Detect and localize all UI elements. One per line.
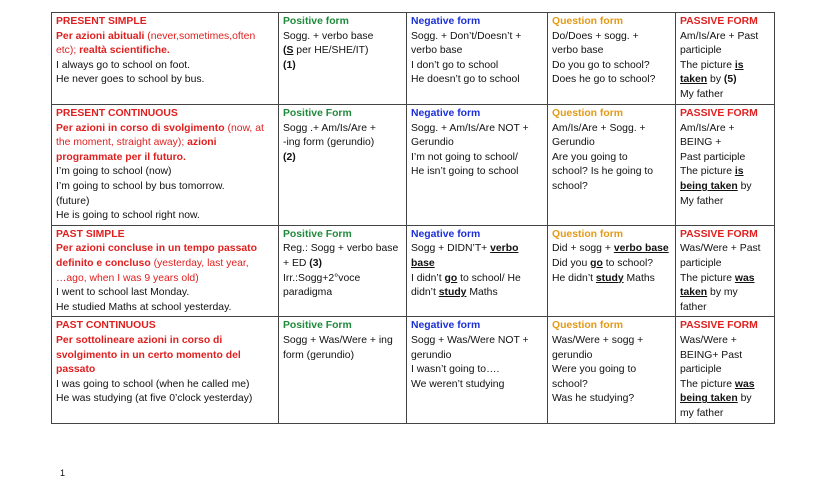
cell-line bbox=[680, 407, 770, 422]
text-run: taken bbox=[680, 74, 708, 86]
cell-line bbox=[680, 195, 770, 210]
negative-form-cell bbox=[407, 13, 548, 105]
cell-line bbox=[411, 257, 543, 272]
cell-line bbox=[552, 349, 671, 364]
text-run: by bbox=[737, 180, 752, 192]
cell-line bbox=[56, 195, 274, 210]
cell-line bbox=[283, 242, 402, 257]
cell-heading bbox=[411, 15, 543, 30]
cell-line bbox=[411, 242, 543, 257]
text-run: Do/Does + sogg. + bbox=[552, 30, 639, 42]
text-run: to school? bbox=[602, 257, 654, 269]
cell-line bbox=[411, 151, 543, 166]
text-run: gerundio bbox=[411, 349, 452, 361]
cell-heading bbox=[680, 107, 770, 122]
text-run: …ago, when I was 9 years old) bbox=[56, 272, 199, 284]
text-run: He never goes to school by bus. bbox=[56, 74, 205, 86]
cell-line bbox=[56, 44, 274, 59]
text-run: passato bbox=[56, 364, 96, 376]
text-run: go bbox=[590, 257, 603, 269]
cell-line bbox=[552, 136, 671, 151]
text-run: Sogg. + Don’t/Doesn’t + bbox=[411, 30, 522, 42]
cell-line bbox=[552, 122, 671, 137]
text-run: school? Is he going to bbox=[552, 166, 654, 178]
text-run: Irr.:Sogg+2°voce bbox=[283, 272, 361, 284]
text-run: study bbox=[595, 272, 624, 284]
cell-line bbox=[680, 242, 770, 257]
text-run: (yesterday, last year, bbox=[150, 257, 249, 269]
negative-form-cell bbox=[407, 105, 548, 226]
cell-line bbox=[680, 136, 770, 151]
cell-line bbox=[56, 180, 274, 195]
cell-line bbox=[56, 136, 274, 151]
text-run: Positive Form bbox=[283, 108, 352, 119]
text-run: was bbox=[734, 378, 755, 390]
text-run: Per azioni concluse in un tempo passato bbox=[56, 243, 257, 255]
cell-heading bbox=[680, 228, 770, 243]
text-run: Was/Were + Past bbox=[680, 243, 761, 255]
text-run: Reg.: Sogg + verbo base bbox=[283, 243, 399, 255]
text-run: PRESENT CONTINUOUS bbox=[56, 108, 178, 119]
cell-line bbox=[680, 378, 770, 393]
cell-line bbox=[56, 242, 274, 257]
text-run: (future) bbox=[56, 195, 90, 207]
cell-line bbox=[56, 122, 274, 137]
text-run: Maths bbox=[623, 272, 655, 284]
text-run: father bbox=[680, 301, 707, 313]
text-run: I’m not going to school/ bbox=[411, 151, 518, 163]
tense-cell bbox=[52, 13, 279, 105]
text-run: Negative form bbox=[411, 108, 481, 119]
cell-line bbox=[56, 257, 274, 272]
negative-form-cell bbox=[407, 225, 548, 317]
cell-line bbox=[680, 363, 770, 378]
cell-line bbox=[56, 349, 274, 364]
cell-line bbox=[680, 180, 770, 195]
text-run: Did you bbox=[552, 257, 591, 269]
cell-line bbox=[552, 242, 671, 257]
text-run: Sogg + Was/Were NOT + bbox=[411, 334, 529, 346]
passive-form-cell bbox=[676, 317, 775, 424]
cell-line bbox=[552, 180, 671, 195]
passive-form-cell bbox=[676, 13, 775, 105]
text-run: (never,sometimes,often bbox=[147, 30, 256, 42]
cell-line bbox=[283, 122, 402, 137]
cell-line bbox=[56, 30, 274, 45]
text-run: base bbox=[411, 257, 435, 269]
text-run: by bbox=[737, 393, 752, 405]
cell-line bbox=[680, 392, 770, 407]
positive-form-cell bbox=[279, 225, 407, 317]
cell-line bbox=[552, 165, 671, 180]
text-run: school? bbox=[552, 180, 588, 192]
cell-heading bbox=[283, 107, 402, 122]
cell-line bbox=[552, 30, 671, 45]
text-run: (now, at bbox=[224, 122, 264, 134]
cell-line bbox=[680, 59, 770, 74]
cell-line bbox=[56, 301, 274, 316]
cell-line bbox=[680, 272, 770, 287]
text-run: Was he studying? bbox=[552, 393, 635, 405]
text-run: I always go to school on foot. bbox=[56, 59, 191, 71]
tense-cell bbox=[52, 317, 279, 424]
text-run: He isn’t going to school bbox=[411, 166, 519, 178]
cell-line bbox=[56, 378, 274, 393]
cell-line bbox=[552, 73, 671, 88]
cell-line bbox=[56, 363, 274, 378]
cell-line bbox=[552, 44, 671, 59]
cell-line bbox=[411, 272, 543, 287]
text-run: verbo base bbox=[552, 45, 604, 57]
text-run: He was studying (at five 0’clock yesterday) bbox=[56, 393, 253, 405]
cell-line bbox=[680, 30, 770, 45]
cell-line bbox=[552, 363, 671, 378]
text-run: was bbox=[734, 272, 755, 284]
cell-heading bbox=[552, 15, 671, 30]
text-run: is bbox=[734, 59, 744, 71]
text-run: gerundio bbox=[552, 349, 593, 361]
cell-heading bbox=[411, 319, 543, 334]
text-run: PAST SIMPLE bbox=[56, 228, 125, 240]
passive-form-cell bbox=[676, 105, 775, 226]
cell-line bbox=[680, 257, 770, 272]
text-run: Does he go to school? bbox=[552, 74, 656, 86]
text-run: Positive form bbox=[283, 16, 349, 27]
cell-heading bbox=[283, 228, 402, 243]
text-run: We weren’t studying bbox=[411, 378, 505, 390]
cell-line bbox=[283, 349, 402, 364]
cell-line bbox=[411, 73, 543, 88]
text-run: verbo base bbox=[613, 243, 669, 255]
text-run: Are you going to bbox=[552, 151, 628, 163]
question-form-cell bbox=[548, 13, 676, 105]
cell-heading bbox=[411, 107, 543, 122]
text-run: He doesn’t go to school bbox=[411, 74, 520, 86]
cell-line bbox=[411, 165, 543, 180]
text-run: (3) bbox=[309, 257, 322, 269]
text-run: Sogg + DIDN’T+ bbox=[411, 243, 491, 255]
cell-line bbox=[680, 349, 770, 364]
cell-line bbox=[411, 349, 543, 364]
text-run: Am/Is/Are + Sogg. + bbox=[552, 122, 646, 134]
text-run: The picture bbox=[680, 272, 735, 284]
cell-heading bbox=[283, 15, 402, 30]
text-run: I’m going to school by bus tomorrow. bbox=[56, 180, 225, 192]
text-run: Am/Is/Are + Past bbox=[680, 30, 759, 42]
cell-line bbox=[283, 257, 402, 272]
table-row bbox=[52, 225, 775, 317]
text-run: form (gerundio) bbox=[283, 349, 355, 361]
text-run: Sogg. + verbo base bbox=[283, 30, 374, 42]
text-run: Question form bbox=[552, 108, 624, 119]
cell-line bbox=[411, 44, 543, 59]
text-run: (5) bbox=[723, 74, 737, 86]
question-form-cell bbox=[548, 105, 676, 226]
passive-form-cell bbox=[676, 225, 775, 317]
cell-heading bbox=[283, 319, 402, 334]
text-run: Negative form bbox=[411, 228, 481, 240]
cell-heading bbox=[56, 319, 274, 334]
cell-line bbox=[680, 88, 770, 103]
text-run: I don’t go to school bbox=[411, 59, 499, 71]
text-run: is bbox=[734, 166, 744, 178]
text-run: school? bbox=[552, 378, 588, 390]
cell-line bbox=[552, 272, 671, 287]
text-run: paradigma bbox=[283, 287, 333, 299]
text-run: My father bbox=[680, 195, 724, 207]
cell-line bbox=[56, 334, 274, 349]
cell-line bbox=[283, 44, 402, 59]
text-run: etc); bbox=[56, 45, 80, 57]
text-run: Per sottolineare azioni in corso di bbox=[56, 334, 223, 346]
cell-line bbox=[680, 44, 770, 59]
cell-line bbox=[680, 301, 770, 316]
positive-form-cell bbox=[279, 13, 407, 105]
text-run: verbo base bbox=[411, 45, 463, 57]
text-run: Sogg. + Am/Is/Are NOT + bbox=[411, 122, 529, 134]
text-run: My father bbox=[680, 88, 724, 100]
cell-heading bbox=[411, 228, 543, 243]
text-run: participle bbox=[680, 45, 722, 57]
tenses-table bbox=[51, 12, 775, 424]
text-run: Negative form bbox=[411, 320, 481, 332]
cell-line bbox=[411, 59, 543, 74]
cell-line bbox=[283, 30, 402, 45]
tense-cell bbox=[52, 225, 279, 317]
text-run: taken bbox=[680, 287, 708, 299]
text-run: I wasn’t going to…. bbox=[411, 364, 500, 376]
text-run: programmate per il futuro. bbox=[56, 151, 186, 163]
text-run: PASSIVE FORM bbox=[680, 320, 758, 332]
cell-line bbox=[680, 151, 770, 166]
question-form-cell bbox=[548, 317, 676, 424]
text-run: study bbox=[438, 287, 467, 299]
cell-heading bbox=[56, 15, 274, 30]
cell-line bbox=[283, 59, 402, 74]
cell-line bbox=[56, 151, 274, 166]
positive-form-cell bbox=[279, 317, 407, 424]
text-run: BEING+ Past bbox=[680, 349, 743, 361]
text-run: Am/Is/Are + bbox=[680, 122, 735, 134]
footnote-number: 1 bbox=[60, 468, 66, 478]
text-run: Past participle bbox=[680, 151, 746, 163]
cell-line bbox=[680, 73, 770, 88]
cell-heading bbox=[680, 319, 770, 334]
text-run: -ing form (gerundio) bbox=[283, 137, 375, 149]
text-run: azioni bbox=[187, 137, 217, 149]
cell-heading bbox=[56, 228, 274, 243]
text-run: Did + sogg + bbox=[552, 243, 614, 255]
text-run: realtà scientifiche. bbox=[79, 45, 170, 57]
text-run: Question form bbox=[552, 228, 624, 240]
cell-heading bbox=[56, 107, 274, 122]
text-run: Gerundio bbox=[411, 137, 454, 149]
text-run: Sogg + Was/Were + ing bbox=[283, 334, 393, 346]
text-run: Sogg .+ Am/Is/Are + bbox=[283, 122, 376, 134]
text-run: I was going to school (when he called me) bbox=[56, 378, 250, 390]
cell-line bbox=[680, 165, 770, 180]
text-run: I didn’t bbox=[411, 272, 445, 284]
cell-heading bbox=[552, 228, 671, 243]
text-run: (1) bbox=[283, 59, 296, 71]
text-run: Positive Form bbox=[283, 228, 352, 240]
cell-line bbox=[283, 334, 402, 349]
text-run: Per azioni in corso di svolgimento bbox=[56, 122, 225, 134]
text-run: Was/Were + sogg + bbox=[552, 334, 644, 346]
text-run: Maths bbox=[466, 287, 498, 299]
cell-line bbox=[56, 272, 274, 287]
cell-line bbox=[411, 30, 543, 45]
text-run: by my bbox=[707, 287, 738, 299]
table-row bbox=[52, 105, 775, 226]
text-run: PRESENT SIMPLE bbox=[56, 16, 147, 27]
text-run: per HE/SHE/IT) bbox=[293, 45, 369, 57]
text-run: He didn’t bbox=[552, 272, 596, 284]
cell-line bbox=[283, 136, 402, 151]
cell-heading bbox=[552, 107, 671, 122]
text-run: Was/Were + bbox=[680, 334, 737, 346]
cell-line bbox=[283, 151, 402, 166]
text-run: PAST CONTINUOUS bbox=[56, 320, 156, 332]
cell-line bbox=[56, 59, 274, 74]
cell-line bbox=[56, 165, 274, 180]
text-run: to school/ He bbox=[457, 272, 521, 284]
text-run: Do you go to school? bbox=[552, 59, 650, 71]
text-run: PASSIVE FORM bbox=[680, 228, 758, 240]
table-row bbox=[52, 13, 775, 105]
text-run: participle bbox=[680, 257, 722, 269]
negative-form-cell bbox=[407, 317, 548, 424]
cell-line bbox=[680, 286, 770, 301]
text-run: didn’t bbox=[411, 287, 439, 299]
text-run: being taken bbox=[680, 393, 738, 405]
text-run: The picture bbox=[680, 378, 735, 390]
text-run: The picture bbox=[680, 166, 735, 178]
text-run: (2) bbox=[283, 151, 296, 163]
cell-line bbox=[411, 122, 543, 137]
cell-line bbox=[283, 286, 402, 301]
text-run: PASSIVE FORM bbox=[680, 108, 758, 119]
text-run: The picture bbox=[680, 59, 735, 71]
cell-line bbox=[283, 272, 402, 287]
text-run: verbo bbox=[490, 243, 519, 255]
table-row bbox=[52, 317, 775, 424]
text-run: ( bbox=[283, 45, 287, 57]
cell-heading bbox=[552, 319, 671, 334]
text-run: the moment, straight away); bbox=[56, 137, 188, 149]
tenses-table-body bbox=[52, 13, 775, 424]
cell-line bbox=[56, 286, 274, 301]
text-run: being taken bbox=[680, 180, 738, 192]
text-run: Question form bbox=[552, 16, 624, 27]
cell-line bbox=[680, 122, 770, 137]
cell-line bbox=[552, 334, 671, 349]
text-run: PASSIVE FORM bbox=[680, 16, 758, 27]
cell-line bbox=[411, 286, 543, 301]
text-run: S bbox=[286, 45, 294, 57]
text-run: Question form bbox=[552, 320, 624, 332]
cell-line bbox=[552, 59, 671, 74]
cell-line bbox=[411, 378, 543, 393]
text-run: I went to school last Monday. bbox=[56, 287, 190, 299]
cell-line bbox=[680, 334, 770, 349]
tense-cell bbox=[52, 105, 279, 226]
cell-line bbox=[56, 73, 274, 88]
cell-heading bbox=[680, 15, 770, 30]
text-run: BEING + bbox=[680, 137, 722, 149]
cell-line bbox=[56, 392, 274, 407]
text-run: participle bbox=[680, 364, 722, 376]
question-form-cell bbox=[548, 225, 676, 317]
cell-line bbox=[411, 334, 543, 349]
text-run: by bbox=[707, 74, 724, 86]
text-run: Positive Form bbox=[283, 320, 352, 332]
cell-line bbox=[552, 151, 671, 166]
cell-line bbox=[411, 136, 543, 151]
text-run: Gerundio bbox=[552, 137, 595, 149]
cell-line bbox=[552, 378, 671, 393]
text-run: Per azioni abituali bbox=[56, 30, 148, 42]
text-run: He studied Maths at school yesterday. bbox=[56, 301, 232, 313]
cell-line bbox=[56, 209, 274, 224]
text-run: my father bbox=[680, 407, 724, 419]
text-run: svolgimento in un certo momento del bbox=[56, 349, 241, 361]
text-run: + ED bbox=[283, 257, 310, 269]
text-run: definito e concluso bbox=[56, 257, 151, 269]
cell-line bbox=[552, 257, 671, 272]
cell-line bbox=[552, 392, 671, 407]
text-run: go bbox=[444, 272, 458, 284]
text-run: Were you going to bbox=[552, 364, 637, 376]
positive-form-cell bbox=[279, 105, 407, 226]
text-run: I’m going to school (now) bbox=[56, 166, 172, 178]
text-run: He is going to school right now. bbox=[56, 210, 200, 222]
text-run: Negative form bbox=[411, 16, 481, 27]
cell-line bbox=[411, 363, 543, 378]
